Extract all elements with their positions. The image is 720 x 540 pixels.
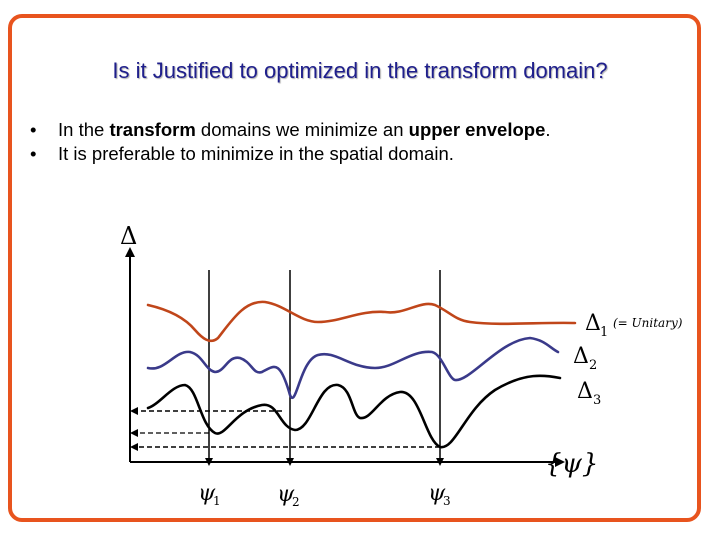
curve-label-delta3-sub: 3 <box>593 393 602 408</box>
marker-label-psi3-sub: 3 <box>443 494 451 508</box>
curve-label-delta1-note: (= Unitary) <box>613 316 683 330</box>
bullet-bold-term: transform <box>109 119 196 140</box>
marker-label-psi1-sub: 1 <box>213 494 221 508</box>
curve-label-delta1-sub: 1 <box>600 325 609 340</box>
marker-label-psi1: ψ <box>198 481 216 506</box>
x-axis-label: {ψ} <box>545 449 599 479</box>
marker-label-psi3: ψ <box>428 481 446 506</box>
bullet-dot: • <box>30 119 37 140</box>
bullet-text-part: In the <box>58 119 110 140</box>
curve-label-delta1: Δ <box>585 311 601 336</box>
bullet-bold-term: upper envelope <box>408 119 546 140</box>
slide-title: Is it Justified to optimized in the transform domain? <box>112 58 608 83</box>
curve-label-delta2-sub: 2 <box>589 358 598 373</box>
bullet-text: It is preferable to minimize in the spatial domain. <box>58 143 454 164</box>
curve-label-delta3: Δ <box>577 379 593 404</box>
marker-label-psi2: ψ <box>277 482 295 507</box>
y-axis-symbol: Δ <box>120 222 138 250</box>
bullet-dot: • <box>30 143 37 164</box>
bullet-text-part: . <box>545 119 551 140</box>
curve-label-delta2: Δ <box>573 344 589 369</box>
marker-label-psi2-sub: 2 <box>292 495 300 509</box>
curve-delta1 <box>148 302 575 341</box>
bullet-text-part: domains we minimize an <box>195 119 409 140</box>
